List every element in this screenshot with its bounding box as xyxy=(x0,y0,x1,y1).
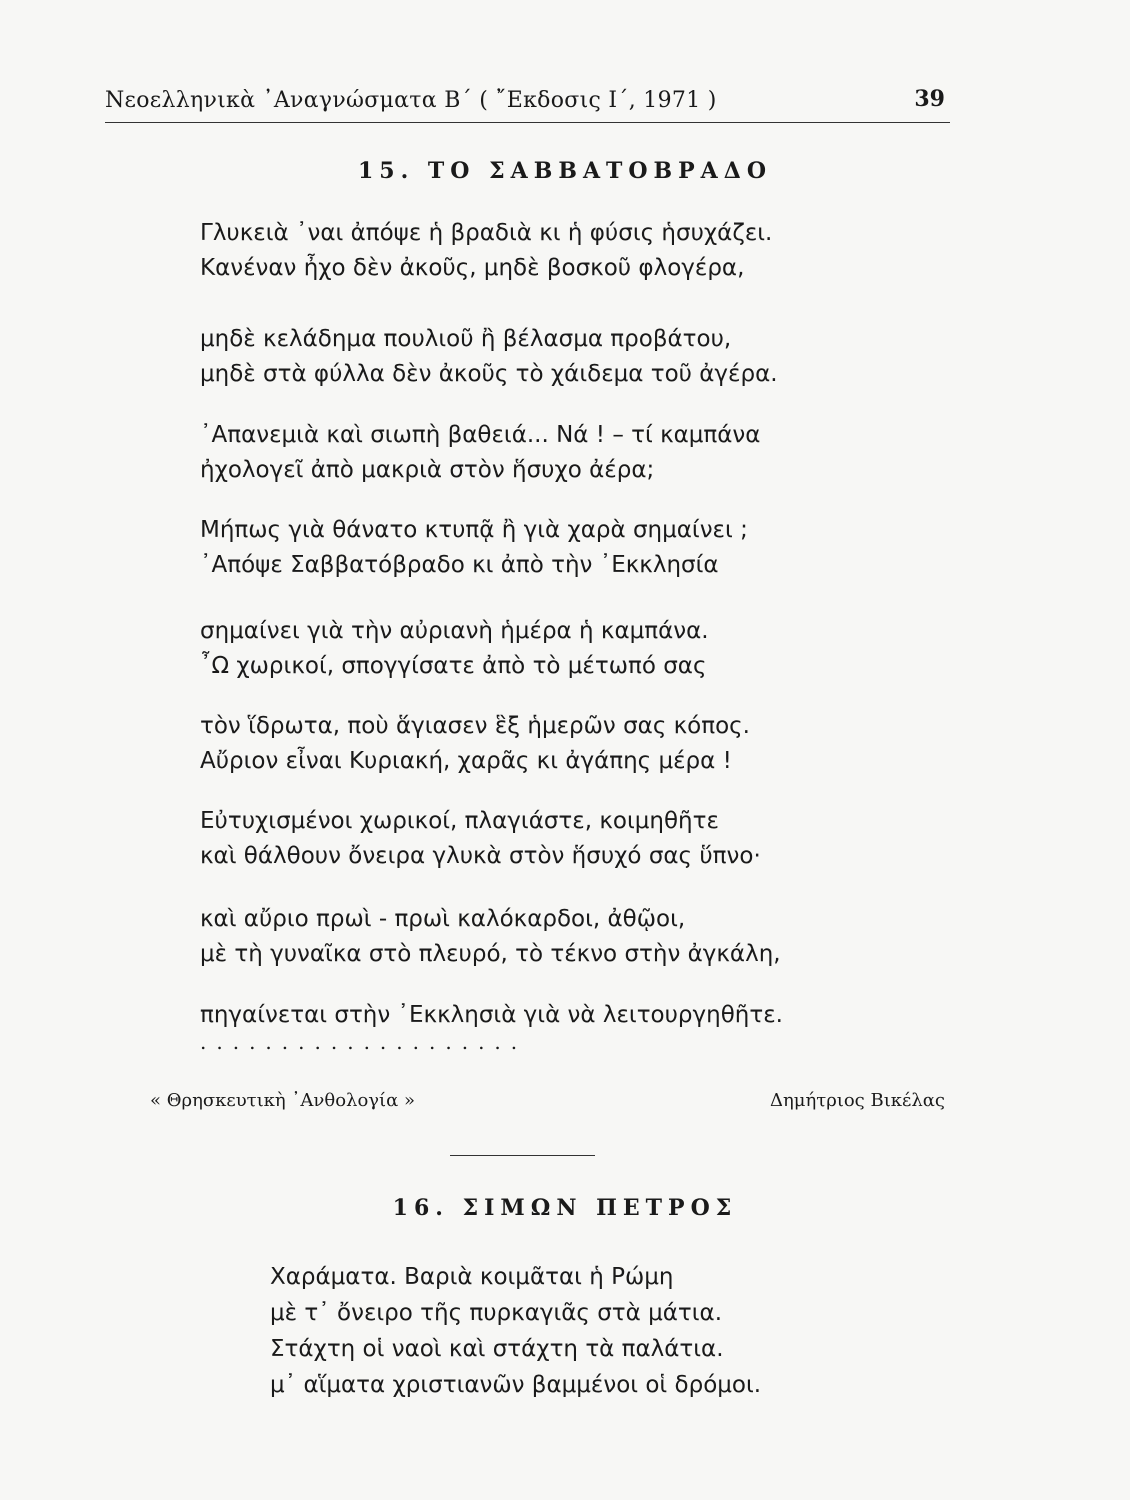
verse-line: Κανέναν ἦχο δὲν ἀκοῦς, μηδὲ βοσκοῦ φλογέρα, xyxy=(200,255,745,281)
poem-15-stanza-3 xyxy=(200,418,760,488)
verse-line: ῏Ω χωρικοί, σπογγίσατε ἀπὸ τὸ μέτωπό σας xyxy=(200,653,707,679)
verse-line: ᾿Απόψε Σαββατόβραδο κι ἀπὸ τὴν ᾿Εκκλησία xyxy=(200,552,719,578)
section-separator xyxy=(450,1155,595,1156)
poem-15-stanza-4 xyxy=(200,513,748,583)
poem-15-stanza-8 xyxy=(200,902,781,972)
verse-line: Εὐτυχισμένοι χωρικοί, πλαγιάστε, κοιμηθῆτε xyxy=(200,808,719,834)
verse-line: μηδὲ κελάδημα πουλιοῦ ἢ βέλασμα προβάτου, xyxy=(200,326,732,352)
header-rule xyxy=(105,122,950,123)
verse-line: Στάχτη οἱ ναοὶ καὶ στάχτη τὰ παλάτια. xyxy=(270,1336,724,1362)
verse-line: καὶ αὔριο πρωὶ - πρωὶ καλόκαρδοι, ἀθῷοι, xyxy=(200,906,686,932)
verse-line: μὲ τ᾿ ὄνειρο τῆς πυρκαγιᾶς στὰ μάτια. xyxy=(270,1300,723,1326)
verse-line: Χαράματα. Βαριὰ κοιμᾶται ἡ Ρώμη xyxy=(270,1264,674,1290)
page-number: 39 xyxy=(914,86,945,112)
poem-16-text xyxy=(270,1259,761,1403)
verse-line: πηγαίνεται στὴν ᾿Εκκλησιὰ γιὰ νὰ λειτουργηθῆτε. xyxy=(200,1002,783,1028)
poem-15-heading: 15. ΤΟ ΣΑΒΒΑΤΟΒΡΑΔΟ xyxy=(358,158,772,184)
verse-line: σημαίνει γιὰ τὴν αὐριανὴ ἡμέρα ἡ καμπάνα. xyxy=(200,618,709,644)
verse-line: μ᾿ αἵματα χριστιανῶν βαμμένοι οἱ δρόμοι. xyxy=(270,1372,762,1398)
source-title: « Θρησκευτικὴ ᾿Ανθολογία » xyxy=(150,1090,415,1111)
verse-line: ἠχολογεῖ ἀπὸ μακριὰ στὸν ἥσυχο ἀέρα; xyxy=(200,457,655,483)
poem-16-heading: 16. ΣΙΜΩΝ ΠΕΤΡΟΣ xyxy=(392,1195,738,1221)
poem-15-stanza-7 xyxy=(200,804,761,874)
running-header-title: Νεοελληνικὰ ᾿Αναγνώσματα Β΄ ( ῎Εκδοσις Ι΄, 1971 ) xyxy=(105,88,717,113)
poem-15-stanza-6 xyxy=(200,709,750,779)
verse-line: Μήπως γιὰ θάνατο κτυπᾷ ἢ γιὰ χαρὰ σημαίνει ; xyxy=(200,517,748,543)
verse-line: Αὔριον εἶναι Κυριακή, χαρᾶς κι ἀγάπης μέρα ! xyxy=(200,748,732,774)
verse-line: μηδὲ στὰ φύλλα δὲν ἀκοῦς τὸ χάιδεμα τοῦ ἀγέρα. xyxy=(200,361,778,387)
running-header xyxy=(105,80,945,120)
author-name: Δημήτριος Βικέλας xyxy=(769,1090,945,1111)
omission-dots: .................... xyxy=(200,1030,528,1054)
verse-line: καὶ θάλθουν ὄνειρα γλυκὰ στὸν ἥσυχό σας ὕπνο· xyxy=(200,843,761,869)
verse-line: τὸν ἵδρωτα, ποὺ ἅγιασεν ἓξ ἡμερῶν σας κόπος. xyxy=(200,713,750,739)
poem-15-stanza-5 xyxy=(200,614,709,684)
poem-15-stanza-2 xyxy=(200,322,778,392)
poem-15-attribution xyxy=(150,1090,945,1120)
poem-15-stanza-1 xyxy=(200,216,772,286)
verse-line: Γλυκειὰ ᾿ναι ἀπόψε ἡ βραδιὰ κι ἡ φύσις ἡσυχάζει. xyxy=(200,220,773,246)
verse-line: μὲ τὴ γυναῖκα στὸ πλευρό, τὸ τέκνο στὴν ἀγκάλη, xyxy=(200,941,781,967)
verse-line: ᾿Απανεμιὰ καὶ σιωπὴ βαθειά... Νά ! – τί καμπάνα xyxy=(200,422,761,448)
poem-15-stanza-9 xyxy=(200,998,783,1033)
